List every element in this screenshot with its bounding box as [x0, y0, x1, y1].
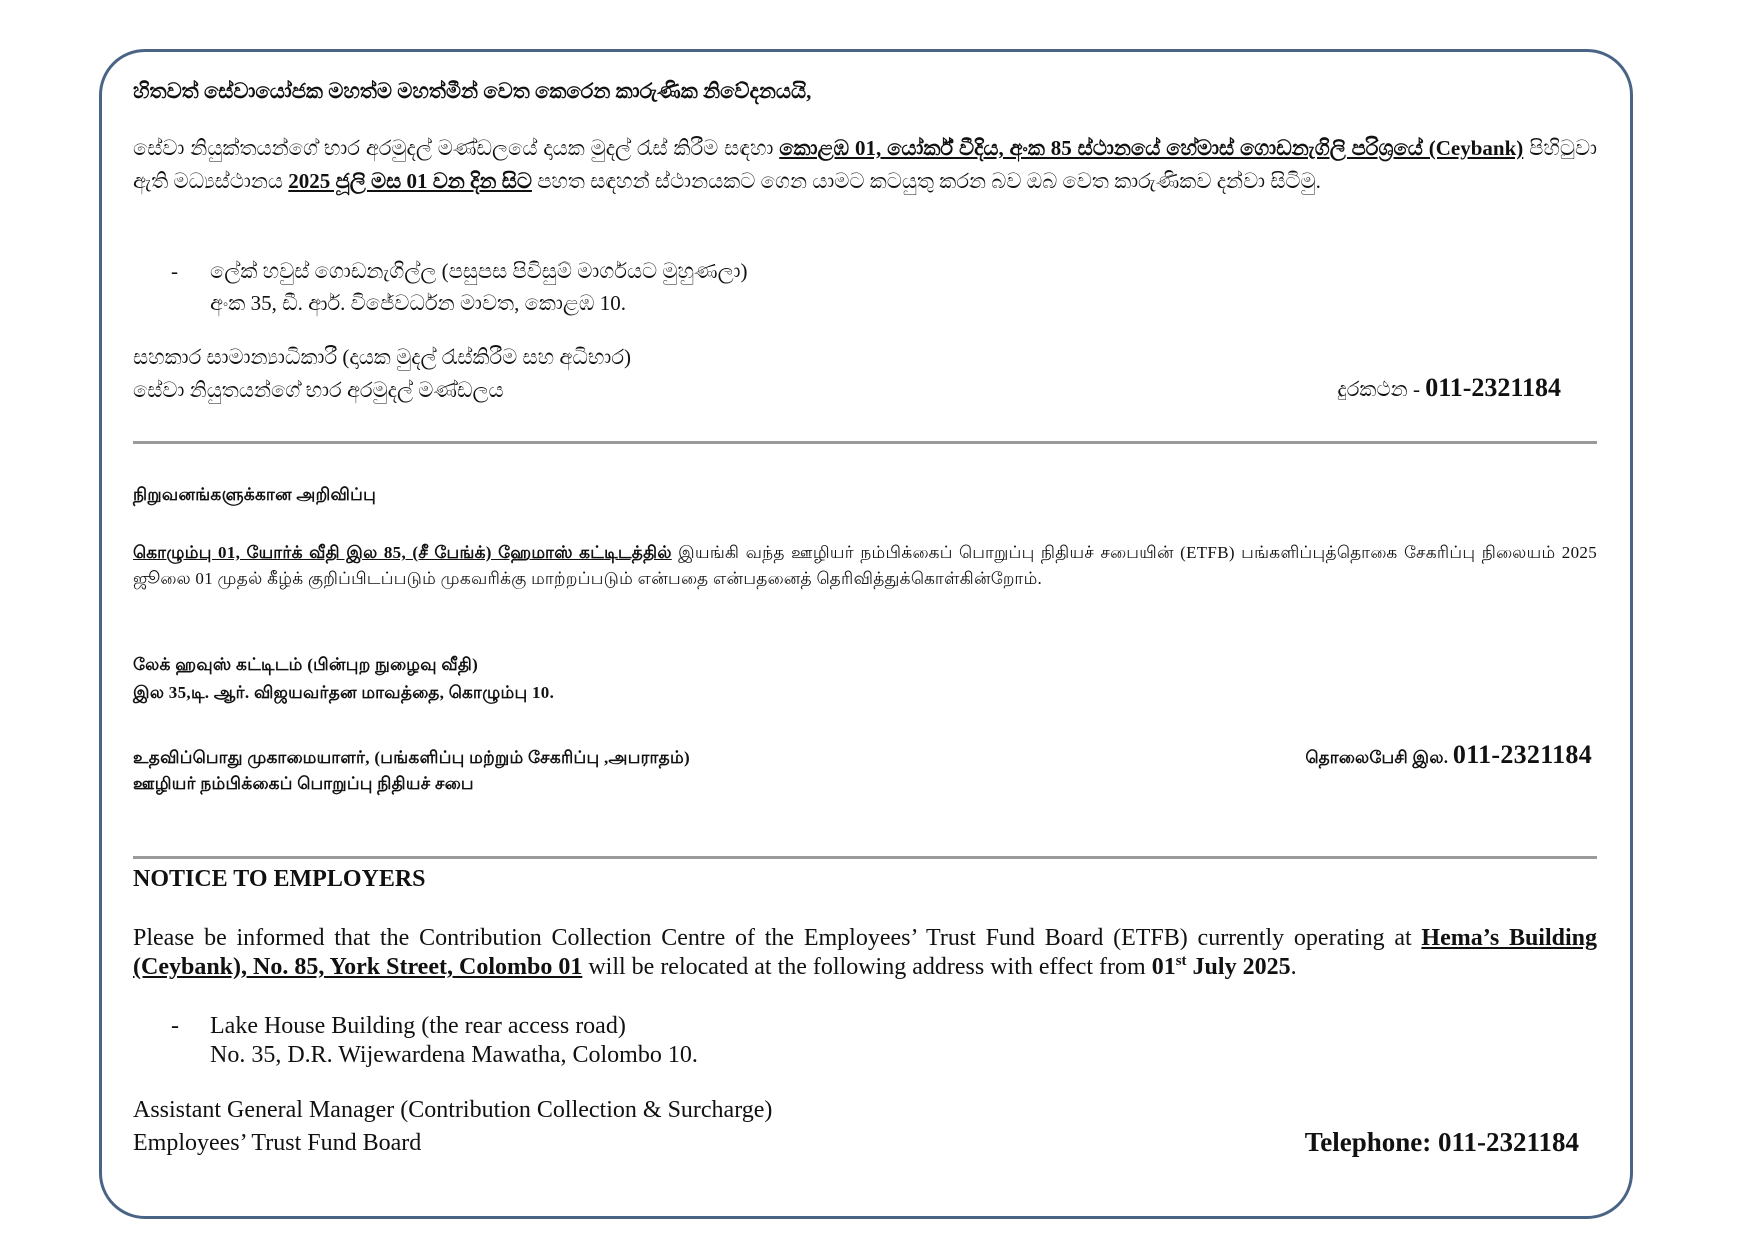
english-signatory-org: Employees’ Trust Fund Board — [133, 1130, 422, 1156]
sinhala-paragraph — [133, 132, 1597, 198]
sinhala-para-text-a: සේවා නියුක්තයන්ගේ භාර අරමුදල් මණ්ඩලයේ දායක මුදල් රැස් කිරීම සඳහා — [133, 136, 780, 160]
sinhala-address-line1: ලේක් හවුස් ගොඩනැගිල්ල (පසුපස පිවිසුම් මාර්ගයට මුහුණලා) — [210, 259, 748, 283]
english-phone: Telephone: 011-2321184 — [1304, 1127, 1579, 1157]
tamil-address-line2: இல 35,டி. ஆர். விஜயவர்தன மாவத்தை, கொழும்பு 10. — [133, 683, 555, 702]
english-address-line1: Lake House Building (the rear access road) — [210, 1013, 626, 1039]
english-para-text-c: will be relocated at the following address with effect from — [582, 954, 1152, 980]
sinhala-phone — [1337, 371, 1561, 406]
sinhala-effective-date: 2025 ජූලි මස 01 වන දින සිට — [288, 169, 532, 193]
tamil-phone — [1305, 742, 1592, 771]
english-effective-date — [1152, 954, 1291, 980]
divider-2 — [133, 856, 1597, 859]
english-old-location: Hema’s Building (Ceybank), No. 85, York Street, Colombo 01 — [133, 925, 1597, 980]
tamil-paragraph — [133, 540, 1597, 592]
tamil-old-location: கொழும்பு 01, யோர்க் வீதி இல 85, (சீ பேங்க்) ஹேமாஸ் கட்டிடத்தில் — [133, 543, 672, 562]
tamil-heading: நிறுவனங்களுக்கான அறிவிப்பு — [133, 485, 377, 504]
sinhala-phone-label: දුරකථන - — [1337, 377, 1426, 401]
tamil-phone-number: 011-2321184 — [1452, 740, 1592, 769]
tamil-signatory-org: ஊழியர் நம்பிக்கைப் பொறுப்பு நிதியச் சபை — [133, 774, 474, 793]
sinhala-salutation: හිතවත් සේවායෝජක මහත්ම මහත්මීන් වෙත කෙරෙන කාරුණික නිවේදනයයි, — [133, 79, 812, 103]
sinhala-signatory-title: සහකාර සාමාන්‍යාධිකාරී (දායක මුදල් රැස්කිරීම සහ අධිභාර) — [133, 345, 632, 369]
tamil-phone-label: தொலைபேசி இல. — [1305, 748, 1453, 767]
sinhala-para-text-e: පහත සඳහන් ස්ථානයකට ගෙන යාමට කටයුතු කරන බව ඔබ වෙත කාරුණිකව දන්වා සිටිමු. — [531, 169, 1321, 193]
english-address-line2: No. 35, D.R. Wijewardena Mawatha, Colombo 10. — [210, 1042, 698, 1068]
sinhala-bullet-dash: - — [171, 259, 178, 283]
english-para-end: . — [1290, 954, 1297, 980]
sinhala-address-line2: අංක 35, ඩී. ආර්. විජේවර්ධන මාවත, කොළඹ 10. — [210, 291, 626, 315]
english-signatory-title: Assistant General Manager (Contribution Collection & Surcharge) — [133, 1097, 773, 1123]
english-para-text-a: Please be informed that the Contribution Collection Centre of the Employees’ Trust Fund Board (ETFB) currently operating at — [133, 925, 1422, 951]
english-heading: NOTICE TO EMPLOYERS — [133, 866, 426, 892]
divider-1 — [133, 441, 1597, 444]
tamil-para-text-b: இயங்கி வந்த ஊழியர் நம்பிக்கைப் பொறுப்பு நிதியச் சபையின் (ETFB) பங்களிப்புத்தொகை சேகரிப்பு நிலையம் 2025 ஜூலை 01 முதல் கீழ்க் குறிப்பிடப்படும் முகவரிக்கு மாற்றப்படும் என்பதை என்பதனைத் தெரிவித்துக்கொள்கின்றோம். — [133, 543, 1597, 588]
tamil-signatory-title: உதவிப்பொது முகாமையாளர், (பங்களிப்பு மற்றும் சேகரிப்பு ,அபராதம்) — [133, 748, 690, 767]
english-date-rest: July 2025 — [1186, 954, 1291, 980]
sinhala-old-location: කොළඹ 01, යෝර්ක් වීදිය, අංක 85 ස්ථානයේ හේමාස් ගොඩනැගිලි පරිශ්‍රයේ (Ceybank) — [779, 136, 1524, 160]
english-date-day: 01 — [1151, 954, 1176, 980]
sinhala-signatory-org: සේවා නියුතයන්ගේ භාර අරමුදල් මණ්ඩලය — [133, 378, 504, 402]
sinhala-para-text-c: පිහිටුවා ඇති මධ්‍යස්ථානය — [133, 136, 1597, 193]
english-bullet-dash: - — [171, 1013, 179, 1039]
english-paragraph — [133, 924, 1597, 982]
english-date-suffix: st — [1175, 953, 1187, 969]
sinhala-phone-number: 011-2321184 — [1425, 373, 1561, 402]
tamil-address-line1: லேக் ஹவுஸ் கட்டிடம் (பின்புற நுழைவு வீதி) — [133, 655, 479, 674]
